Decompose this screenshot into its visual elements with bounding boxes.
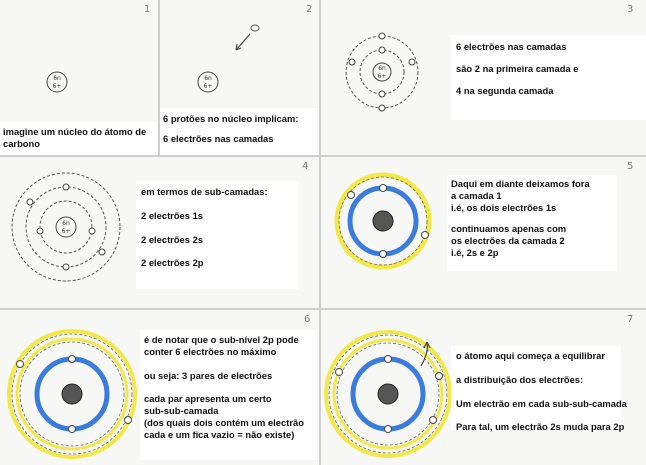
electron: [430, 417, 437, 424]
electron: [409, 59, 415, 65]
caption-line: Um electrão em cada sub-sub-camada: [456, 397, 627, 409]
caption-4: [136, 181, 298, 289]
nucleus-neutrons: 6n: [204, 75, 212, 82]
caption-line: ou seja: 3 pares de electrões: [144, 369, 273, 381]
nucleus-neutrons: 6n: [53, 75, 61, 82]
caption-line: cada par apresenta um certo: [144, 393, 272, 405]
panel-7: [321, 310, 646, 465]
caption-line: cada e um fica vazio = não existe): [144, 428, 295, 440]
panel-number: 3: [627, 4, 634, 15]
caption-line: Daqui em diante deixamos fora: [451, 178, 590, 189]
nucleus-neutrons: 6n: [378, 65, 386, 72]
caption-line: conter 6 electrões no máximo: [144, 345, 277, 357]
caption-line: 2 electrões 2s: [141, 233, 204, 245]
electron: [380, 251, 387, 258]
electron: [385, 426, 392, 433]
electron: [422, 232, 429, 239]
electron: [436, 373, 443, 380]
electron: [27, 199, 33, 205]
panel-1: [0, 0, 158, 155]
nucleus-neutrons: 6n: [62, 220, 70, 227]
caption-line: são 2 na primeira camada e: [456, 62, 579, 74]
electron: [37, 228, 43, 234]
nucleus: [378, 384, 398, 404]
panel-number: 5: [627, 161, 634, 172]
electron: [379, 91, 385, 97]
nucleus: [373, 211, 393, 231]
caption-7: [451, 346, 627, 433]
atom-drawing: [321, 157, 461, 308]
caption-line: Para tal, um electrão 2s muda para 2p: [456, 421, 625, 433]
electron: [379, 33, 385, 39]
atom-drawing: [0, 157, 140, 308]
electron: [63, 264, 69, 270]
electron: [89, 228, 95, 234]
nucleus: [62, 384, 82, 404]
electron: [17, 361, 24, 368]
electron: [63, 184, 69, 190]
caption-6: [140, 330, 319, 460]
caption-line: 6 protões no núcleo implicam:: [163, 113, 299, 124]
electron: [379, 47, 385, 53]
electron: [380, 185, 387, 192]
caption-line: 4 na segunda camada: [456, 84, 554, 96]
panel-number: 4: [302, 161, 309, 172]
nucleus-protons: 6+: [61, 228, 71, 235]
panel-number: 6: [304, 314, 311, 325]
caption-line: a camada 1: [451, 189, 502, 201]
panel-3: [321, 0, 646, 155]
caption-line: é de notar que o sub-nível 2p pode: [144, 334, 299, 345]
panel-4: [0, 157, 319, 308]
atom-drawing: [0, 310, 140, 465]
panel-2: [160, 0, 319, 155]
caption-line: os electrões da camada 2: [451, 235, 565, 246]
electron: [69, 356, 76, 363]
caption-1: [0, 122, 158, 155]
electron: [99, 249, 105, 255]
atom-drawing: [321, 310, 461, 465]
caption-line: 2 electrões 1s: [141, 209, 204, 221]
caption-line: i.é, os dois electrões 1s: [451, 201, 557, 213]
panel-number: 2: [306, 4, 313, 15]
panel-number: 1: [144, 4, 151, 15]
caption-line: (dos quais dois contém um electrão: [144, 416, 304, 428]
arrow-icon: [236, 34, 250, 50]
caption-line: continuamos apenas com: [451, 223, 567, 235]
electron: [251, 25, 259, 31]
electron: [336, 369, 343, 376]
electron: [125, 417, 132, 424]
panel-6: [0, 310, 319, 465]
caption-3: [451, 35, 646, 120]
nucleus-protons: 6+: [203, 83, 213, 90]
nucleus-protons: 6+: [52, 83, 62, 90]
caption-line: o átomo aqui começa a equilibrar: [456, 350, 605, 361]
caption-line: a distribuição dos electrões:: [456, 373, 584, 385]
nucleus-protons: 6+: [377, 73, 387, 80]
electron: [385, 356, 392, 363]
caption-line: em termos de sub-camadas:: [141, 186, 268, 197]
caption-line: 6 electrões nas camadas: [163, 132, 274, 144]
caption-line: carbono: [3, 137, 40, 149]
caption-line: imagine um núcleo do átomo de: [3, 126, 147, 137]
electron: [69, 426, 76, 433]
caption-line: 2 electrões 2p: [141, 257, 204, 269]
caption-5: [447, 175, 617, 271]
electron: [349, 59, 355, 65]
caption-line: i.é, 2s e 2p: [451, 246, 499, 258]
electron: [379, 105, 385, 111]
electron: [348, 192, 355, 199]
panel-5: [321, 157, 646, 308]
atom-drawing: [321, 0, 461, 155]
panel-number: 7: [627, 314, 634, 325]
caption-line: sub-sub-camada: [144, 405, 219, 416]
caption-2: [160, 108, 319, 155]
caption-line: 6 electrões nas camadas: [456, 41, 567, 52]
